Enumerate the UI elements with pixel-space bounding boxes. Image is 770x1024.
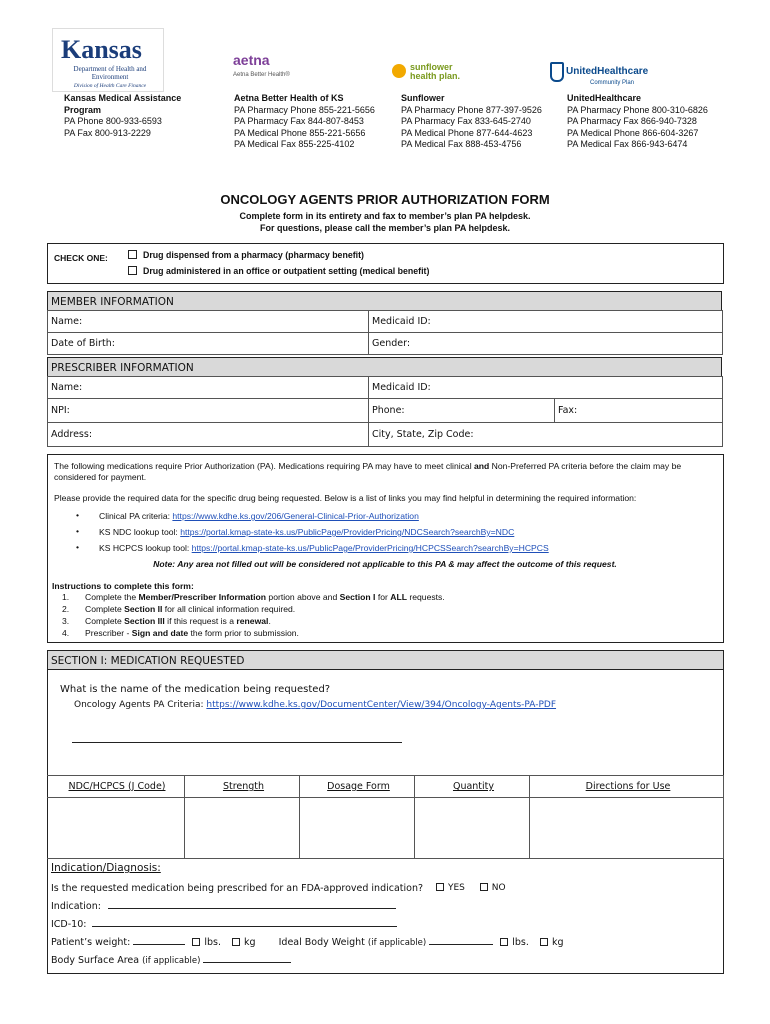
aetna-logo: aetna — [233, 52, 270, 68]
medication-question: What is the name of the medication being requested? — [60, 684, 331, 695]
prescriber-npi-field[interactable]: NPI: — [48, 399, 369, 423]
link-clinical-pa: Clinical PA criteria: https://www.kdhe.ks.gov/206/General-Clinical-Prior-Authorization — [99, 511, 419, 521]
oncology-criteria: Oncology Agents PA Criteria: https://www.kdhe.ks.gov/DocumentCenter/View/394/Oncology-Agents-PA-PDF — [74, 700, 557, 710]
icd10-line[interactable] — [92, 926, 397, 927]
instruction-step-3: 3. Complete Section III if this request is a renewal. — [62, 616, 271, 626]
pharmacy-benefit-checkbox[interactable] — [128, 250, 137, 259]
ndc-cell[interactable] — [47, 798, 185, 859]
directions-cell[interactable] — [530, 798, 724, 859]
aetna-logo-sub: Aetna Better Health® — [233, 72, 290, 78]
form-subtitle-1: Complete form in its entirety and fax to member’s plan PA helpdesk. — [239, 211, 531, 221]
section1-header: SECTION I: MEDICATION REQUESTED — [47, 650, 724, 670]
bsa-line[interactable] — [203, 962, 291, 963]
fda-no-checkbox[interactable] — [480, 883, 488, 891]
dosage-form-cell[interactable] — [300, 798, 415, 859]
contact-aetna: Aetna Better Health of KS PA Pharmacy Phone 855-221-5656 PA Pharmacy Fax 844-807-8453 PA Medical Phone 855-221-5656 PA Medical Fax 855-225-4102 — [234, 93, 375, 149]
kansas-logo-text: Kansas — [61, 35, 142, 64]
form-title: ONCOLOGY AGENTS PRIOR AUTHORIZATION FORM — [220, 192, 550, 207]
check-one-box — [47, 243, 724, 284]
ibw-label: Ideal Body Weight — [278, 937, 365, 948]
contact-sunflower: Sunflower PA Pharmacy Phone 877-397-9526 PA Pharmacy Fax 833-645-2740 PA Medical Phone 877-644-4623 PA Medical Fax 888-453-4756 — [401, 93, 542, 149]
bsa-label: Body Surface Area — [51, 955, 140, 966]
bsa-row: Body Surface Area (if applicable) — [51, 955, 291, 966]
member-gender-field[interactable]: Gender: — [369, 333, 723, 355]
info-note: Note: Any area not filled out will be considered not applicable to this PA & may affect the outcome of this request. — [153, 559, 617, 569]
member-info-table — [47, 310, 723, 355]
weight-row: Patient’s weight: lbs. kg Ideal Body Weight (if applicable) lbs. kg — [51, 937, 564, 948]
hcpcs-lookup-link[interactable]: https://portal.kmap-state-ks.us/PublicPage/ProviderPricing/HCPCSSearch?searchBy=HCPCS — [191, 543, 549, 553]
member-dob-field[interactable]: Date of Birth: — [48, 333, 369, 355]
patient-weight-label: Patient’s weight: — [51, 937, 131, 948]
indication-header: Indication/Diagnosis: — [51, 862, 161, 874]
contact-kmap: Kansas Medical Assistance Program PA Phone 800-933-6593 PA Fax 800-913-2229 — [64, 93, 182, 138]
shield-icon — [550, 62, 564, 82]
col-directions: Directions for Use — [530, 776, 724, 798]
pharmacy-benefit-label: Drug dispensed from a pharmacy (pharmacy benefit) — [143, 250, 364, 260]
clinical-pa-link[interactable]: https://www.kdhe.ks.gov/206/General-Clinical-Prior-Authorization — [172, 511, 419, 521]
quantity-cell[interactable] — [415, 798, 530, 859]
fda-yes-label: YES — [448, 883, 465, 893]
info-paragraph-2: Please provide the required data for the specific drug being requested. Below is a list of links you may find helpful in determining the required information: — [54, 493, 637, 503]
check-one-label: CHECK ONE: — [54, 253, 108, 263]
link-hcpcs-lookup: KS HCPCS lookup tool: https://portal.kmap-state-ks.us/PublicPage/ProviderPricing/HCPCSSearch?searchBy=HCPCS — [99, 543, 549, 553]
link-ndc-lookup: KS NDC lookup tool: https://portal.kmap-state-ks.us/PublicPage/ProviderPricing/NDCSearch?searchBy=NDC — [99, 527, 515, 537]
prescriber-name-field[interactable]: Name: — [48, 377, 369, 399]
kansas-logo-division: Division of Health Care Finance — [73, 83, 147, 89]
col-quantity: Quantity — [415, 776, 530, 798]
member-medicaid-id-field[interactable]: Medicaid ID: — [369, 311, 723, 333]
weight-kg-checkbox[interactable] — [232, 938, 240, 946]
member-info-header: MEMBER INFORMATION — [47, 291, 722, 311]
sun-icon — [392, 64, 406, 78]
prescriber-info-header: PRESCRIBER INFORMATION — [47, 357, 722, 377]
info-paragraph-1: The following medications require Prior Authorization (PA). Medications requiring PA may have to meet clinical and Non-Preferred PA criteria before the claim may be considered for payment. — [54, 461, 682, 482]
ibw-kg-checkbox[interactable] — [540, 938, 548, 946]
kansas-logo — [52, 28, 164, 92]
fda-no-label: NO — [491, 883, 506, 893]
col-strength: Strength — [185, 776, 300, 798]
medical-benefit-label: Drug administered in an office or outpatient setting (medical benefit) — [143, 266, 430, 276]
medical-benefit-checkbox[interactable] — [128, 266, 137, 275]
fda-question: Is the requested medication being prescribed for an FDA-approved indication? — [51, 883, 424, 894]
indication-line[interactable] — [108, 908, 396, 909]
oncology-criteria-link[interactable]: https://www.kdhe.ks.gov/DocumentCenter/View/394/Oncology-Agents-PA-PDF — [206, 700, 557, 710]
instructions-heading: Instructions to complete this form: — [52, 581, 194, 591]
patient-weight-line[interactable] — [133, 944, 185, 945]
strength-cell[interactable] — [185, 798, 300, 859]
instruction-step-4: 4. Prescriber - Sign and date the form prior to submission. — [62, 628, 299, 638]
form-subtitle-2: For questions, please call the member’s plan PA helpdesk. — [259, 223, 511, 233]
ibw-line[interactable] — [429, 944, 493, 945]
weight-lbs-checkbox[interactable] — [192, 938, 200, 946]
kansas-logo-sub: Department of Health and Environment — [73, 65, 147, 81]
member-name-field[interactable]: Name: — [48, 311, 369, 333]
prescriber-address-field[interactable]: Address: — [48, 423, 369, 447]
ibw-lbs-checkbox[interactable] — [500, 938, 508, 946]
prescriber-fax-field[interactable]: Fax: — [555, 399, 723, 423]
indication-label: Indication: — [51, 901, 101, 912]
col-dosage-form: Dosage Form — [300, 776, 415, 798]
prescriber-info-table — [47, 376, 723, 447]
prescriber-medicaid-id-field[interactable]: Medicaid ID: — [369, 377, 723, 399]
instruction-step-2: 2. Complete Section II for all clinical information required. — [62, 604, 296, 614]
col-ndc: NDC/HCPCS (J Code) — [47, 776, 185, 798]
prescriber-phone-field[interactable]: Phone: — [369, 399, 555, 423]
medication-name-line[interactable] — [72, 742, 402, 743]
icd10-label: ICD-10: — [51, 919, 87, 930]
instruction-step-1: 1. Complete the Member/Prescriber Information portion above and Section I for ALL requests. — [62, 592, 445, 602]
medication-table — [47, 775, 724, 859]
fda-yes-checkbox[interactable] — [436, 883, 444, 891]
prescriber-city-field[interactable]: City, State, Zip Code: — [369, 423, 723, 447]
contact-uhc: UnitedHealthcare PA Pharmacy Phone 800-310-6826 PA Pharmacy Fax 866-940-7328 PA Medical Phone 866-604-3267 PA Medical Fax 866-943-6474 — [567, 93, 708, 149]
ndc-lookup-link[interactable]: https://portal.kmap-state-ks.us/PublicPage/ProviderPricing/NDCSearch?searchBy=NDC — [180, 527, 515, 537]
